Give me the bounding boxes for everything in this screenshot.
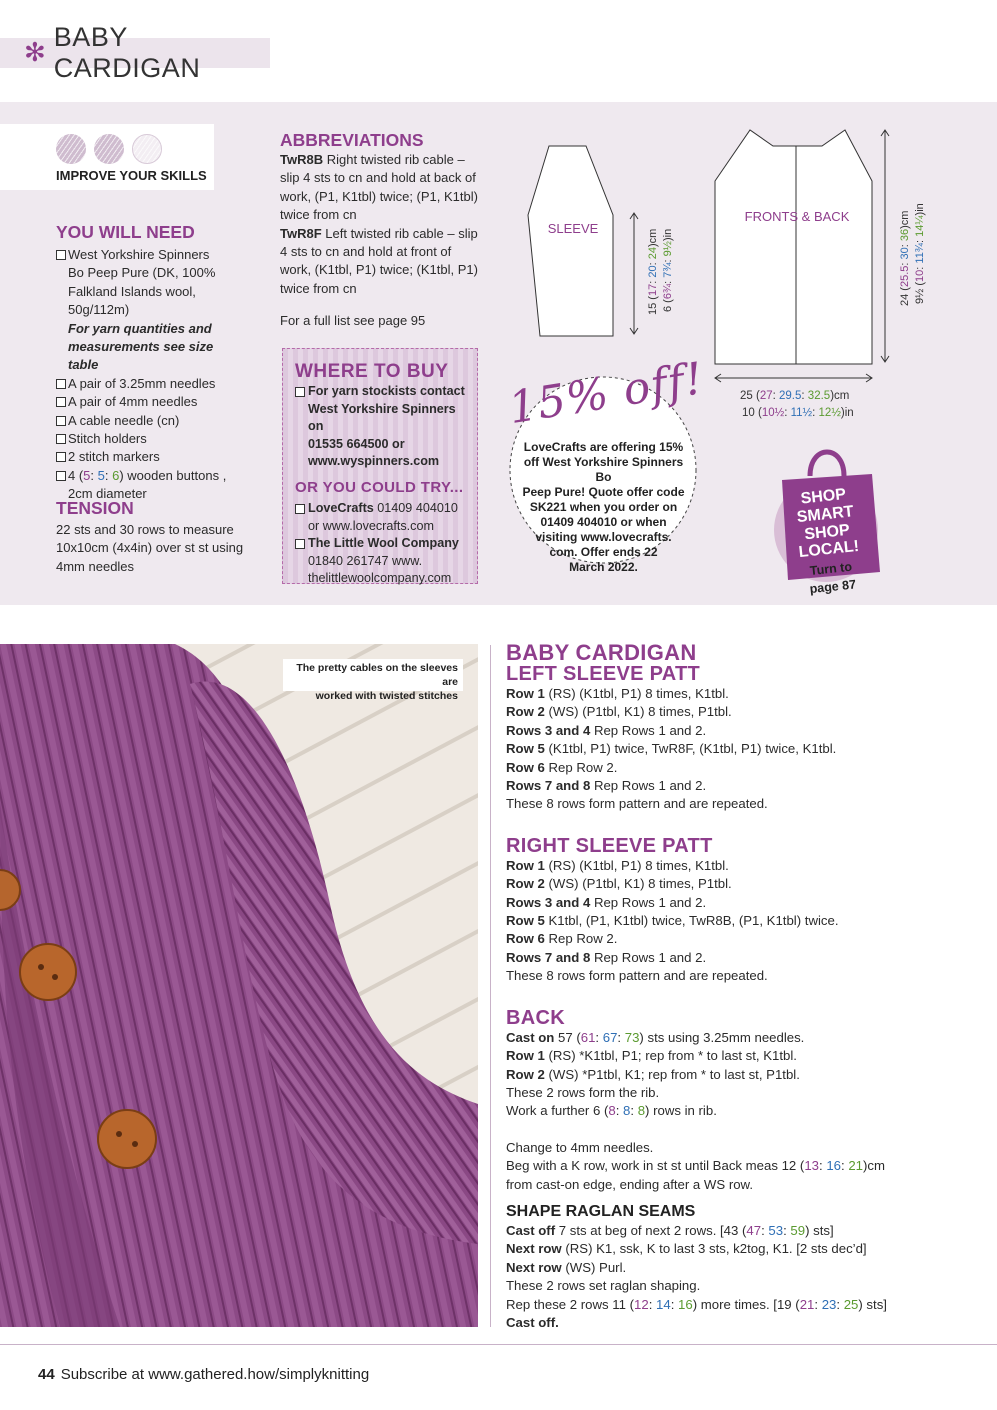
right-sleeve-rows: [506, 857, 976, 986]
beg-knit: Beg with a K row, work in st st until Back meas 12 (13: 16: 21)cm from cast-on edge, ending after a WS row.: [506, 1158, 885, 1192]
sleeve-length-in: 6 (6¾: 7¾: 9½)in: [662, 228, 674, 312]
pattern-row: These 8 rows form pattern and are repeated.: [506, 968, 768, 984]
pattern-row: Rows 3 and 4 Rep Rows 1 and 2.: [506, 894, 707, 910]
tension-heading: TENSION: [56, 498, 134, 518]
left-sleeve-rows: [506, 685, 976, 814]
checkbox[interactable]: [295, 387, 305, 397]
or-heading: OR YOU COULD TRY...: [295, 478, 464, 496]
pattern-row: Rows 3 and 4 Rep Rows 1 and 2.: [506, 722, 707, 738]
cardigan-photo: [0, 644, 478, 1327]
pattern-row: Row 2 (WS) (P1tbl, K1) 8 times, P1tbl.: [506, 704, 732, 720]
tension-section: [56, 498, 256, 576]
checkbox[interactable]: [56, 379, 66, 389]
list-item: A pair of 3.25mm needles: [56, 375, 246, 393]
body-shape: [715, 130, 872, 364]
pattern-row: Rows 7 and 8 Rep Rows 1 and 2.: [506, 778, 707, 794]
list-item: Stitch holders: [56, 430, 246, 448]
checkbox[interactable]: [56, 250, 66, 260]
list-item: West Yorkshire Spinners Bo Peep Pure (DK, 100% Falkland Islands wool, 50g/112m) For yarn quantities and measurements see size table: [56, 246, 246, 375]
raglan-next-row: Next row (RS) K1, ssk, K to last 3 sts, k2tog, K1. [2 sts dec’d]: [506, 1241, 867, 1257]
subscribe-link[interactable]: Subscribe at www.gathered.how/simplyknitting: [60, 1366, 370, 1383]
list-item: 2 stitch markers: [56, 448, 246, 466]
button-icon: [98, 1110, 156, 1168]
raglan-cast-off-final: Cast off.: [506, 1314, 559, 1330]
page-number: 44: [38, 1366, 55, 1383]
back-row-2: Row 2 (WS) *P1tbl, K1; rep from * to last st, P1tbl.: [506, 1066, 800, 1082]
abbr-twr8f: TwR8F Left twisted rib cable – slip 4 sts to cn and hold at front of work, (K1tbl, P1) twice; (K1tbl, P1) twice from cn: [280, 225, 478, 296]
left-sleeve-heading: LEFT SLEEVE PATT: [506, 663, 701, 685]
list-item: A cable needle (cn): [56, 412, 246, 430]
skills-label: IMPROVE YOUR SKILLS: [56, 168, 207, 183]
pattern-row: Rows 7 and 8 Rep Rows 1 and 2.: [506, 949, 707, 965]
button-icon: [20, 944, 76, 1000]
back-cast-on: Cast on 57 (61: 67: 73) sts using 3.25mm needles.: [506, 1029, 805, 1045]
sleeve-length-cm: 15 (17: 20: 24)cm: [647, 228, 659, 315]
back-row-1: Row 1 (RS) *K1tbl, P1; rep from * to last st, K1tbl.: [506, 1048, 797, 1064]
abbreviations: [280, 130, 480, 331]
pattern-row: Row 6 Rep Row 2.: [506, 931, 618, 947]
offer-headline: 15% off!: [505, 352, 708, 435]
abbr-full-list: For a full list see page 95: [280, 313, 426, 329]
list-item: For yarn stockists contact West Yorkshire Spinners on 01535 664500 or www.wyspinners.com: [295, 383, 467, 471]
pattern-row: Row 5 (K1tbl, P1) twice, TwR8F, (K1tbl, P1) twice, K1tbl.: [506, 741, 837, 757]
skill-level: [56, 134, 162, 164]
back-rib: These 2 rows form the rib.: [506, 1084, 660, 1100]
pattern-row: Row 6 Rep Row 2.: [506, 759, 618, 775]
page-title: BABY CARDIGAN: [53, 22, 201, 83]
cardigan-image: [0, 644, 478, 1327]
checkbox[interactable]: [56, 434, 66, 444]
page-footer: [38, 1366, 369, 1383]
list-item: LoveCrafts 01409 404010 or www.lovecrafts.com: [295, 500, 467, 535]
sleeve-label: SLEEVE: [547, 221, 599, 236]
offer-text: LoveCrafts are offering 15% off West Yorkshire Spinners Bo Peep Pure! Quote offer code SK221 when you order on 01409 404010 or when visiting www.lovecrafts. com. Offer ends 22 March 2022.: [522, 440, 685, 574]
checkbox[interactable]: [56, 416, 66, 426]
height-cm: 24 (25.5: 30: 36)cm: [899, 210, 911, 306]
you-will-need: [56, 222, 246, 504]
width-in: 10 (10½: 11½: 12½)in: [742, 407, 854, 419]
yarn-ball-icon: [56, 134, 86, 164]
checkbox[interactable]: [295, 504, 305, 514]
where-heading: WHERE TO BUY: [295, 361, 449, 382]
pattern-row: Row 1 (RS) (K1tbl, P1) 8 times, K1tbl.: [506, 857, 729, 873]
column-divider: [490, 645, 491, 1327]
width-cm: 25 (27: 29.5: 32.5)cm: [740, 390, 850, 402]
shop-local-badge[interactable]: SHOP SMART SHOP LOCAL! Turn to page 87: [796, 485, 860, 597]
right-sleeve-heading: RIGHT SLEEVE PATT: [506, 834, 713, 857]
raglan-next-row-ws: Next row (WS) Purl.: [506, 1259, 627, 1275]
checkbox[interactable]: [56, 471, 66, 481]
abbr-heading: ABBREVIATIONS: [280, 130, 424, 150]
raglan-set: These 2 rows set raglan shaping.: [506, 1278, 701, 1294]
change-needles: Change to 4mm needles.: [506, 1139, 654, 1155]
tension-text: 22 sts and 30 rows to measure 10x10cm (4x4in) over st st using 4mm needles: [56, 522, 244, 574]
pattern-row: Row 5 K1tbl, (P1, K1tbl) twice, TwR8B, (P1, K1tbl) twice.: [506, 913, 839, 929]
pattern-title: BABY CARDIGAN: [506, 640, 697, 665]
bag-handle: [810, 452, 844, 476]
body-label: FRONTS & BACK: [744, 209, 850, 224]
raglan-heading: SHAPE RAGLAN SEAMS: [506, 1202, 696, 1220]
back-heading: BACK: [506, 1006, 565, 1029]
height-in: 9½ (10: 11¾: 14¼)in: [914, 203, 926, 304]
pattern-row: Row 2 (WS) (P1tbl, K1) 8 times, P1tbl.: [506, 876, 732, 892]
raglan-cast-off: Cast off 7 sts at beg of next 2 rows. [43 (47: 53: 59) sts]: [506, 1222, 834, 1238]
yarn-ball-icon: [94, 134, 124, 164]
flower-icon: ✻: [24, 38, 46, 68]
list-item: 4 (5: 5: 6) wooden buttons , 2cm diameter: [56, 467, 246, 504]
yarn-ball-icon: [132, 134, 162, 164]
pattern-instructions: [506, 642, 976, 1332]
checkbox[interactable]: [295, 539, 305, 549]
photo-caption: The pretty cables on the sleeves are worked with twisted stitches: [283, 659, 463, 691]
pattern-row: These 8 rows form pattern and are repeated.: [506, 796, 768, 812]
list-item: A pair of 4mm needles: [56, 393, 246, 411]
raglan-repeat: Rep these 2 rows 11 (12: 14: 16) more times. [19 (21: 23: 25) sts]: [506, 1296, 887, 1312]
abbr-twr8b: TwR8B Right twisted rib cable – slip 4 sts to cn and hold at back of work, (P1, K1tbl) twice; (P1, K1tbl) twice from cn: [280, 152, 478, 223]
where-to-buy: [282, 348, 478, 584]
checkbox[interactable]: [56, 452, 66, 462]
back-further: Work a further 6 (8: 8: 8) rows in rib.: [506, 1103, 717, 1119]
need-heading: YOU WILL NEED: [56, 222, 195, 242]
page-header: [0, 22, 270, 83]
pattern-row: Row 1 (RS) (K1tbl, P1) 8 times, K1tbl.: [506, 686, 729, 701]
footer-divider: [0, 1344, 997, 1345]
sleeve-shape: [528, 146, 613, 336]
list-item: The Little Wool Company 01840 261747 www. thelittlewoolcompany.com: [295, 535, 467, 588]
checkbox[interactable]: [56, 397, 66, 407]
